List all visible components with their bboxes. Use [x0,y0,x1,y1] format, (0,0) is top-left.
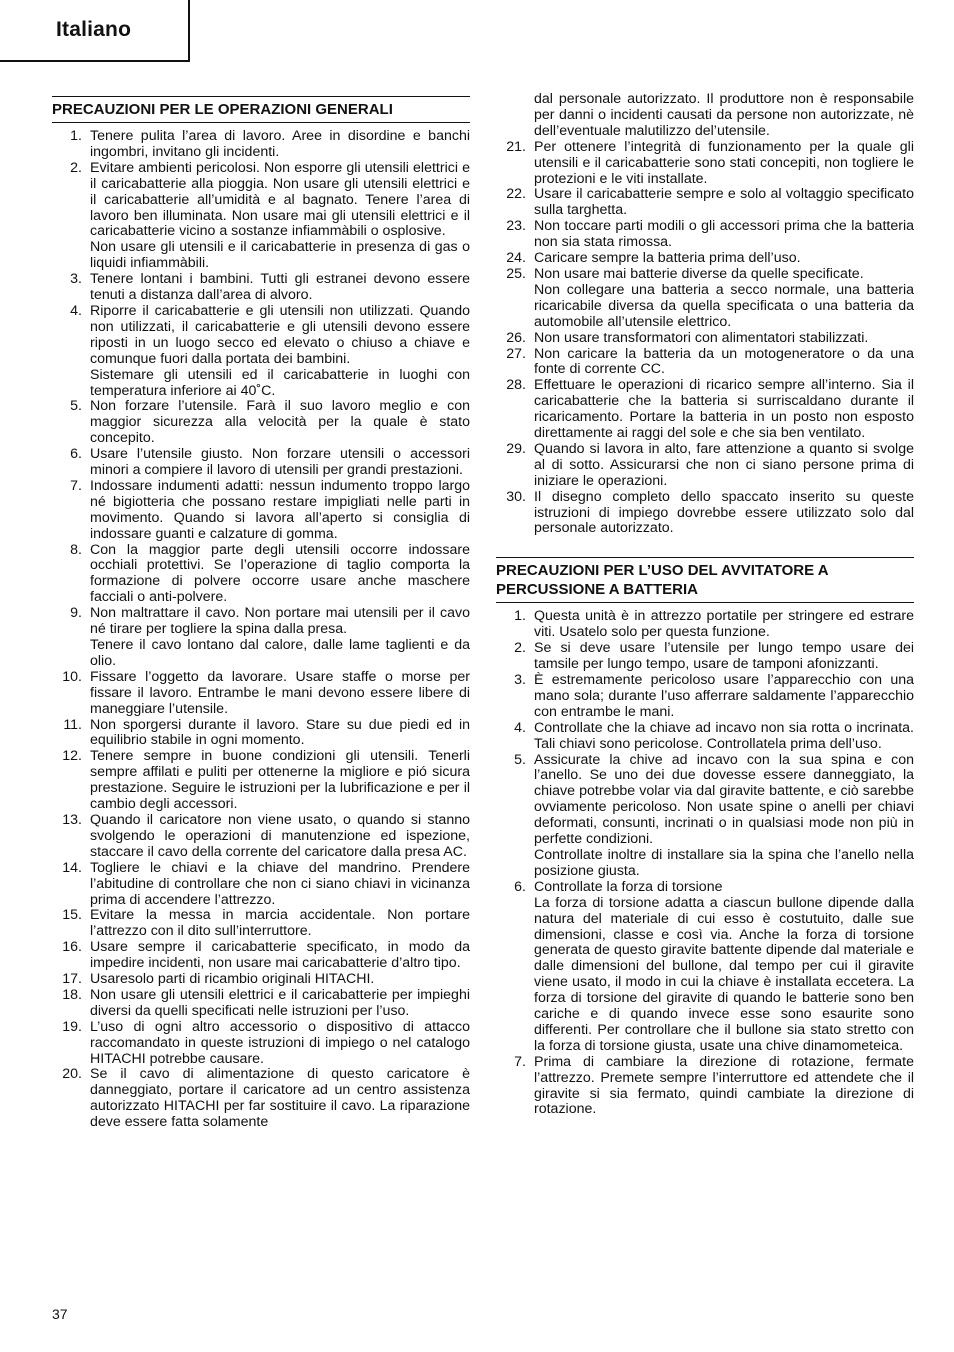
list-item-number: 5. [514,751,526,768]
list-item-number: 20. [62,1066,82,1083]
list-item-text: Sistemare gli utensili ed il caricabatterie in luoghi con temperatura inferiore ai 40˚C. [90,366,470,399]
list-item-number: 13. [62,811,82,828]
list-item-text: Quando il caricatore non viene usato, o quando si stanno svolgendo le operazioni di manutenzione ed ispezione, staccare il cavo della corrente del caricatore dalla presa AC. [90,811,470,860]
list-item [496,347,914,379]
list-item-number: 2. [70,159,82,176]
list-item-text: Indossare indumenti adatti: nessun indumento troppo largo né bigiotteria che possano restare impigliati nelle parti in movimento. Quando si lavora all’aperto si consiglia di indossare guanti e calzature di gomma. [90,477,470,542]
list-item [496,331,914,347]
list-item-text: Non usare gli utensili e il caricabatterie in presenza di gas o liquidi infiammàbili. [90,239,470,272]
list-item-text: Controllate che la chiave ad incavo non sia rotta o incrinata. Tali chiavi sono pericolose. Controllatela prima dell’uso. [534,719,914,752]
list-item [52,1020,470,1068]
list-item-text: Tenere pulita l’area di lavoro. Aree in disordine e banchi ingombri, invitano gli incidenti. [90,128,470,160]
list-item-number: 14. [62,859,82,876]
list-item-text: Non maltrattare il cavo. Non portare mai utensili per il cavo né tirare per togliere la spina dalla presa. [90,605,470,638]
list-item-number: 10. [62,668,82,685]
list-item-text: Usaresolo parti di ricambio originali HITACHI. [90,971,375,988]
list-item [52,606,470,670]
list-item-text: Non toccare parti modili o gli accessori prima che la batteria non sia stata rimossa. [534,218,914,251]
list-item-number: 29. [506,440,526,457]
list-item-text: Per ottenere l’integrità di funzionamento per la quale gli utensili e il caricabatterie sono stati concepiti, non togliere le protezioni e le viti installate. [534,138,914,187]
left-column [52,94,470,1131]
list-item-number: 23. [506,218,526,235]
list-item-text: Riporre il caricabatterie e gli utensili non utilizzati. Quando non utilizzati, il caricabatterie e gli utensili devono essere riposti in un luogo secco ed elevato o chiuso a chiave e comunque fuori dalla portata dei bambini. [90,302,470,367]
list-item [52,988,470,1020]
list-item-number: 16. [62,939,82,956]
list-item [52,1067,470,1131]
list-item [496,140,914,188]
list-item [496,267,914,331]
list-item [52,272,470,304]
list-item-text: Tenere lontani i bambini. Tutti gli estranei devono essere tenuti a distanza dall’area di alvoro. [90,271,470,304]
list-item-number: 1. [70,128,82,144]
list-item-number: 25. [506,265,526,282]
general-precautions-list-continued [496,140,914,538]
right-column [496,92,914,1118]
list-item-number: 24. [506,250,526,267]
list-item [52,749,470,813]
list-item [496,1055,914,1119]
page-number: 37 [52,1306,68,1322]
list-item [496,219,914,251]
list-item-number: 7. [514,1053,526,1070]
list-item-text: Il disegno completo dello spaccato inserito su queste istruzioni di impiego dovrebbe essere utilizzato solo dal personale autorizzato. [534,488,914,537]
impact-driver-precautions-title: PRECAUZIONI PER L’USO DEL AVVITATORE A PERCUSSIONE A BATTERIA [496,557,914,603]
list-item [52,972,470,988]
list-item [52,399,470,447]
list-item [496,490,914,538]
list-item-number: 6. [514,878,526,895]
list-item [496,641,914,673]
list-item-text: Tenere sempre in buone condizioni gli utensili. Tenerli sempre affilati e puliti per ottenerne la migliore e pió sicura prestazione. Seguire le istruzioni per la lubrificazione e per il cambio degli accessori. [90,748,470,813]
list-item-text: Quando si lavora in alto, fare attenzione a quanto si svolge al di sotto. Assicurarsi che non ci siano persone prima di iniziare le operazioni. [534,440,914,489]
list-item-text: Caricare sempre la batteria prima dell’uso. [534,250,801,267]
list-item-text: Questa unità è in attrezzo portatile per stringere ed estrare viti. Usatelo solo per questa funzione. [534,608,914,641]
list-item-number: 4. [70,302,82,319]
list-item [52,304,470,399]
list-item-number: 18. [62,986,82,1003]
list-item-number: 11. [63,716,82,733]
list-item-text: Non usare mai batterie diverse da quelle specificate. [534,265,864,282]
list-item-number: 8. [70,541,82,558]
list-item-text: Togliere le chiavi e la chiave del mandrino. Prendere l’abitudine di controllare che non ci siano chiavi in vicinanza prima di accendere l’attrezzo. [90,859,470,908]
list-item [52,813,470,861]
list-item [52,161,470,272]
language-tab [0,0,190,62]
list-item-text: L’uso di ogni altro accessorio o dispositivo di attacco raccomandato in queste istruzioni di impiego o nel catalogo HITACHI potrebbe causare. [90,1018,470,1067]
general-precautions-list [52,129,470,1131]
list-item-text: Usare il caricabatterie sempre e solo al voltaggio specificato sulla targhetta. [534,186,914,219]
list-item [52,479,470,543]
list-item-number: 26. [506,329,526,346]
list-item-number: 2. [514,640,526,657]
list-item-text: Se il cavo di alimentazione di questo caricatore è danneggiato, portare il caricatore ad un centro assistenza autorizzato HITACHI per far sostituire il cavo. La riparazione deve essere fatta solamente [90,1066,470,1131]
list-item-text: Se si deve usare l’utensile per lungo tempo usare dei tamsile per lungo tempo, usare de tamponi afonizzanti. [534,640,914,673]
language-label: Italiano [56,18,132,41]
list-item-number: 6. [70,446,82,463]
list-item-text: La forza di torsione adatta a ciascun bullone dipende dalla natura del materiale di cui esso è costutuito, dalle sue dimensioni, classe e così via. Anche la forza di torsione generata de questo giravite battente dipende dal materiale e dalle dimensioni del bullone, dal tempo per cui il giravite viene usato, il modo in cui la chiave è installata eccetera. La forza di torsione del giravite di quando le batterie sono ben cariche e di quando invece esse sono esaurite sono differenti. Per controllare che il bullone sia stato stretto con la forza di torsione giusta, usate una chive dinamometeica. [534,894,914,1054]
list-item [496,378,914,442]
list-item [52,718,470,750]
list-item-text: È estremamente pericoloso usare l’apparecchio con una mano sola; durante l’uso afferrare saldamente l’apparecchio con entrambe le mani. [534,672,914,720]
list-item-number: 30. [506,488,526,505]
list-item-text: Controllate la forza di torsione [534,878,723,895]
list-item-number: 1. [514,608,526,625]
list-item-number: 21. [506,138,526,155]
list-item-text: Non collegare una batteria a secco normale, una batteria ricaricabile diversa da quella specificata o una batteria da automobile all’utensile elettrico. [534,281,914,330]
list-item-number: 15. [62,907,82,924]
list-item-number: 17. [62,971,82,988]
list-item [496,442,914,490]
item-20-continuation: dal personale autorizzato. Il produttore non è responsabile per danni o incidenti causati da persone non autorizzate, nè dell’eventuale malutilizzo del’utensile. [534,91,914,139]
list-item [52,670,470,718]
list-item-text: Non usare gli utensili elettrici e il caricabatterie per impieghi diversi da quelli specificati nelle istruzioni per l’uso. [90,986,470,1019]
list-item-number: 28. [506,377,526,394]
list-item [52,940,470,972]
list-item [496,880,914,1055]
list-item-text: Non forzare l’utensile. Farà il suo lavoro meglio e con maggior sicurezza alla velocità per la quale è stato concepito. [90,398,470,447]
list-item [496,251,914,267]
list-item-text: Non usare transformatori con alimentatori stabilizzati. [534,329,869,346]
list-item-text: Usare l’utensile giusto. Non forzare utensili o accessori minori a compiere il lavoro di utensili per grandi prestazioni. [90,446,470,479]
list-item-number: 3. [70,271,82,288]
list-item [52,447,470,479]
list-item-text: Evitare ambienti pericolosi. Non esporre gli utensili elettrici e il caricabatterie alla pioggia. Non usare gli utensili elettrici e il caricabatterie all’umidità e al bagnato. Tenere l’area di lavoro ben illuminata. Non usare mai gli utensili elettrici e il caricabatterie vicino a sostanze infiammàbili o osplosive. [90,159,470,240]
general-precautions-title: PRECAUZIONI PER LE OPERAZIONI GENERALI [52,96,470,123]
list-item-number: 22. [506,186,526,203]
list-item-text: Assicurate la chive ad incavo con la sua spina e con l’anello. Se uno dei due dovesse essere danneggiato, la chiave potrebbe volar via dal giravite battente, e ciò sarebbe ovviamente pericoloso. Non usate spine o anelli per chiavi deformati, consunti, incrinati o in qualsiasi mode non più in perfette condizioni. [534,751,914,848]
list-item-text: Non sporgersi durante il lavoro. Stare su due piedi ed in equilibrio stabile in ogni momento. [90,716,470,749]
list-item-number: 7. [70,477,82,494]
list-item-text: Non caricare la batteria da un motogeneratore o da una fonte di corrente CC. [534,345,914,378]
list-item [496,721,914,753]
impact-driver-precautions-list [496,609,914,1118]
list-item-text: Fissare l’oggetto da lavorare. Usare staffe o morse per fissare il lavoro. Entrambe le mani devono essere libere di maneggiare l’utensile. [90,668,470,717]
list-item-number: 4. [514,719,526,736]
list-item [496,673,914,721]
list-item-text: Evitare la messa in marcia accidentale. Non portare l’attrezzo con il dito sull’interruttore. [90,907,470,940]
list-item-number: 9. [70,605,82,622]
list-item-text: Effettuare le operazioni di ricarico sempre all’interno. Sia il caricabatterie che la batteria si surriscaldano durante il ricaricamento. Portare la batteria in un posto non esposto direttamente ai raggi del sole e che sia ben ventilato. [534,377,914,442]
list-item-number: 5. [70,398,82,415]
list-item-number: 27. [506,345,526,362]
list-item [52,543,470,607]
list-item-number: 12. [62,748,82,765]
list-item [496,753,914,880]
list-item-number: 3. [514,672,526,688]
list-item [52,129,470,161]
list-item [496,609,914,641]
list-item-text: Controllate inoltre di installare sia la spina che l’anello nella posizione giusta. [534,846,914,879]
list-item [496,187,914,219]
list-item-text: Con la maggior parte degli utensili occorre indossare occhiali protettivi. Se l’operazione di taglio comporta la formazione di polvere occorre usare anche maschere facciali o anti-polvere. [90,541,470,606]
list-item-number: 19. [62,1018,82,1035]
list-item-text: Prima di cambiare la direzione di rotazione, fermate l’attrezzo. Premete sempre l’interruttore ed attendete che il giravite si sia fermato, quindi cambiate la direzione di rotazione. [534,1053,914,1118]
list-item [52,861,470,909]
list-item-text: Tenere il cavo lontano dal calore, dalle lame taglienti e da olio. [90,637,470,669]
list-item-text: Usare sempre il caricabatterie specificato, in modo da impedire incidenti, non usare mai caricabatterie d’altro tipo. [90,939,470,972]
list-item [52,908,470,940]
